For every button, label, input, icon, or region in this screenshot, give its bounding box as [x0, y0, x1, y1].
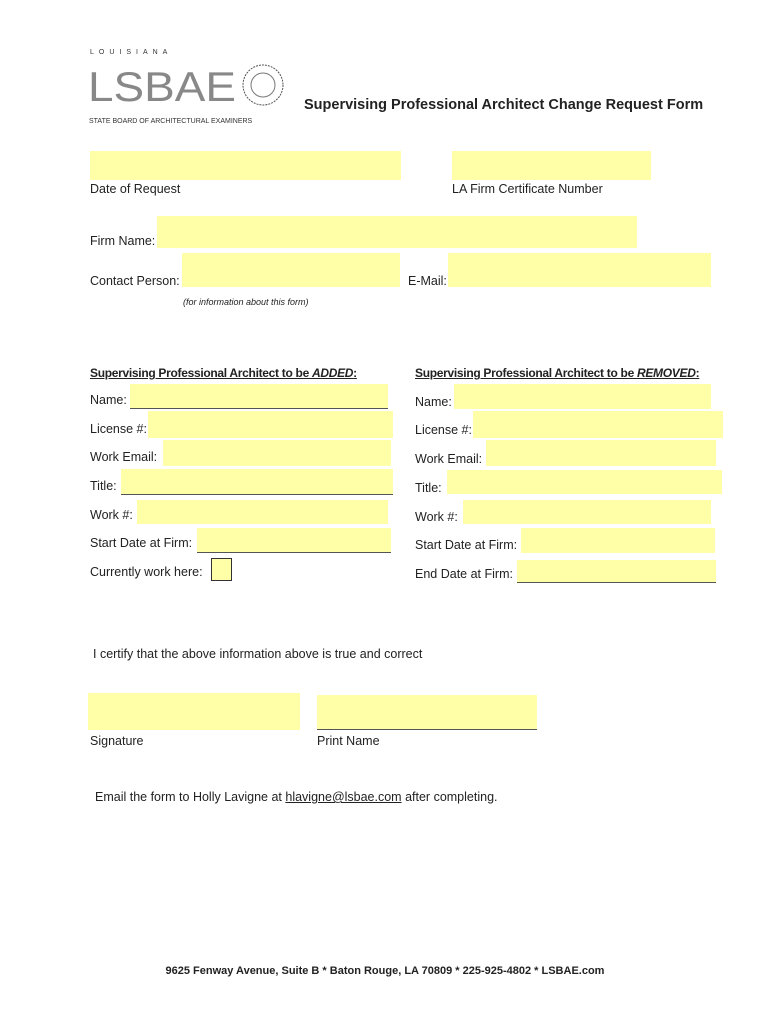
svg-text:LSBAE: LSBAE — [88, 63, 236, 110]
email-link[interactable]: hlavigne@lsbae.com — [285, 790, 402, 804]
removed-work-number-label: Work #: — [415, 510, 458, 524]
added-work-number-field[interactable] — [137, 500, 388, 524]
lsbae-logo — [88, 45, 284, 127]
removed-end-date-label: End Date at Firm: — [415, 567, 513, 581]
added-name-field[interactable] — [130, 384, 388, 409]
added-start-date-field[interactable] — [197, 528, 391, 553]
contact-person-field[interactable] — [182, 253, 400, 287]
firm-name-label: Firm Name: — [90, 234, 156, 248]
added-title-field[interactable] — [121, 469, 393, 495]
print-name-field[interactable] — [317, 695, 537, 730]
footer-address: 9625 Fenway Avenue, Suite B * Baton Rouge, LA 70809 * 225-925-4802 * LSBAE.com — [165, 965, 605, 977]
added-name-label: Name: — [90, 393, 127, 407]
removed-end-date-field[interactable] — [517, 560, 716, 583]
added-heading: Supervising Professional Architect to be ADDED: — [90, 366, 357, 380]
added-work-email-label: Work Email: — [90, 450, 158, 464]
currently-work-here-checkbox[interactable] — [211, 558, 232, 581]
removed-work-email-label: Work Email: — [415, 452, 483, 466]
email-label: E-Mail: — [408, 274, 447, 288]
svg-text:LOUISIANA: LOUISIANA — [90, 49, 173, 56]
removed-work-email-field[interactable] — [486, 440, 716, 466]
email-instructions: Email the form to Holly Lavigne at hlavigne@lsbae.com after completing. — [95, 790, 498, 804]
signature-field[interactable] — [88, 693, 300, 730]
removed-heading: Supervising Professional Architect to be REMOVED: — [415, 366, 700, 380]
added-start-date-label: Start Date at Firm: — [90, 536, 193, 550]
date-of-request-field[interactable] — [90, 151, 401, 180]
date-label: Date of Request — [90, 182, 181, 196]
removed-title-label: Title: — [415, 481, 442, 495]
page-title: Supervising Professional Architect Change Request Form — [304, 97, 704, 113]
print-name-label: Print Name — [317, 734, 380, 748]
cert-label: LA Firm Certificate Number — [452, 182, 603, 196]
contact-label: Contact Person: — [90, 274, 180, 288]
removed-name-field[interactable] — [454, 384, 711, 409]
added-work-email-field[interactable] — [163, 440, 391, 466]
removed-license-label: License #: — [415, 423, 472, 437]
removed-title-field[interactable] — [447, 470, 722, 494]
signature-label: Signature — [90, 734, 144, 748]
removed-start-date-field[interactable] — [521, 528, 715, 553]
added-work-number-label: Work #: — [90, 508, 133, 522]
svg-text:STATE BOARD OF ARCHITECTURAL E: STATE BOARD OF ARCHITECTURAL EXAMINERS — [89, 118, 253, 125]
firm-certificate-field[interactable] — [452, 151, 651, 180]
added-license-field[interactable] — [148, 411, 393, 438]
removed-name-label: Name: — [415, 395, 452, 409]
removed-license-field[interactable] — [473, 411, 723, 438]
firm-name-field[interactable] — [157, 216, 637, 248]
email-field[interactable] — [448, 253, 711, 287]
added-title-label: Title: — [90, 479, 117, 493]
form-note: (for information about this form) — [183, 297, 309, 307]
removed-work-number-field[interactable] — [463, 500, 711, 524]
added-license-label: License #: — [90, 422, 147, 436]
removed-start-date-label: Start Date at Firm: — [415, 538, 518, 552]
currently-work-here-label: Currently work here: — [90, 565, 203, 579]
certify-statement: I certify that the above information above is true and correct — [93, 647, 423, 661]
